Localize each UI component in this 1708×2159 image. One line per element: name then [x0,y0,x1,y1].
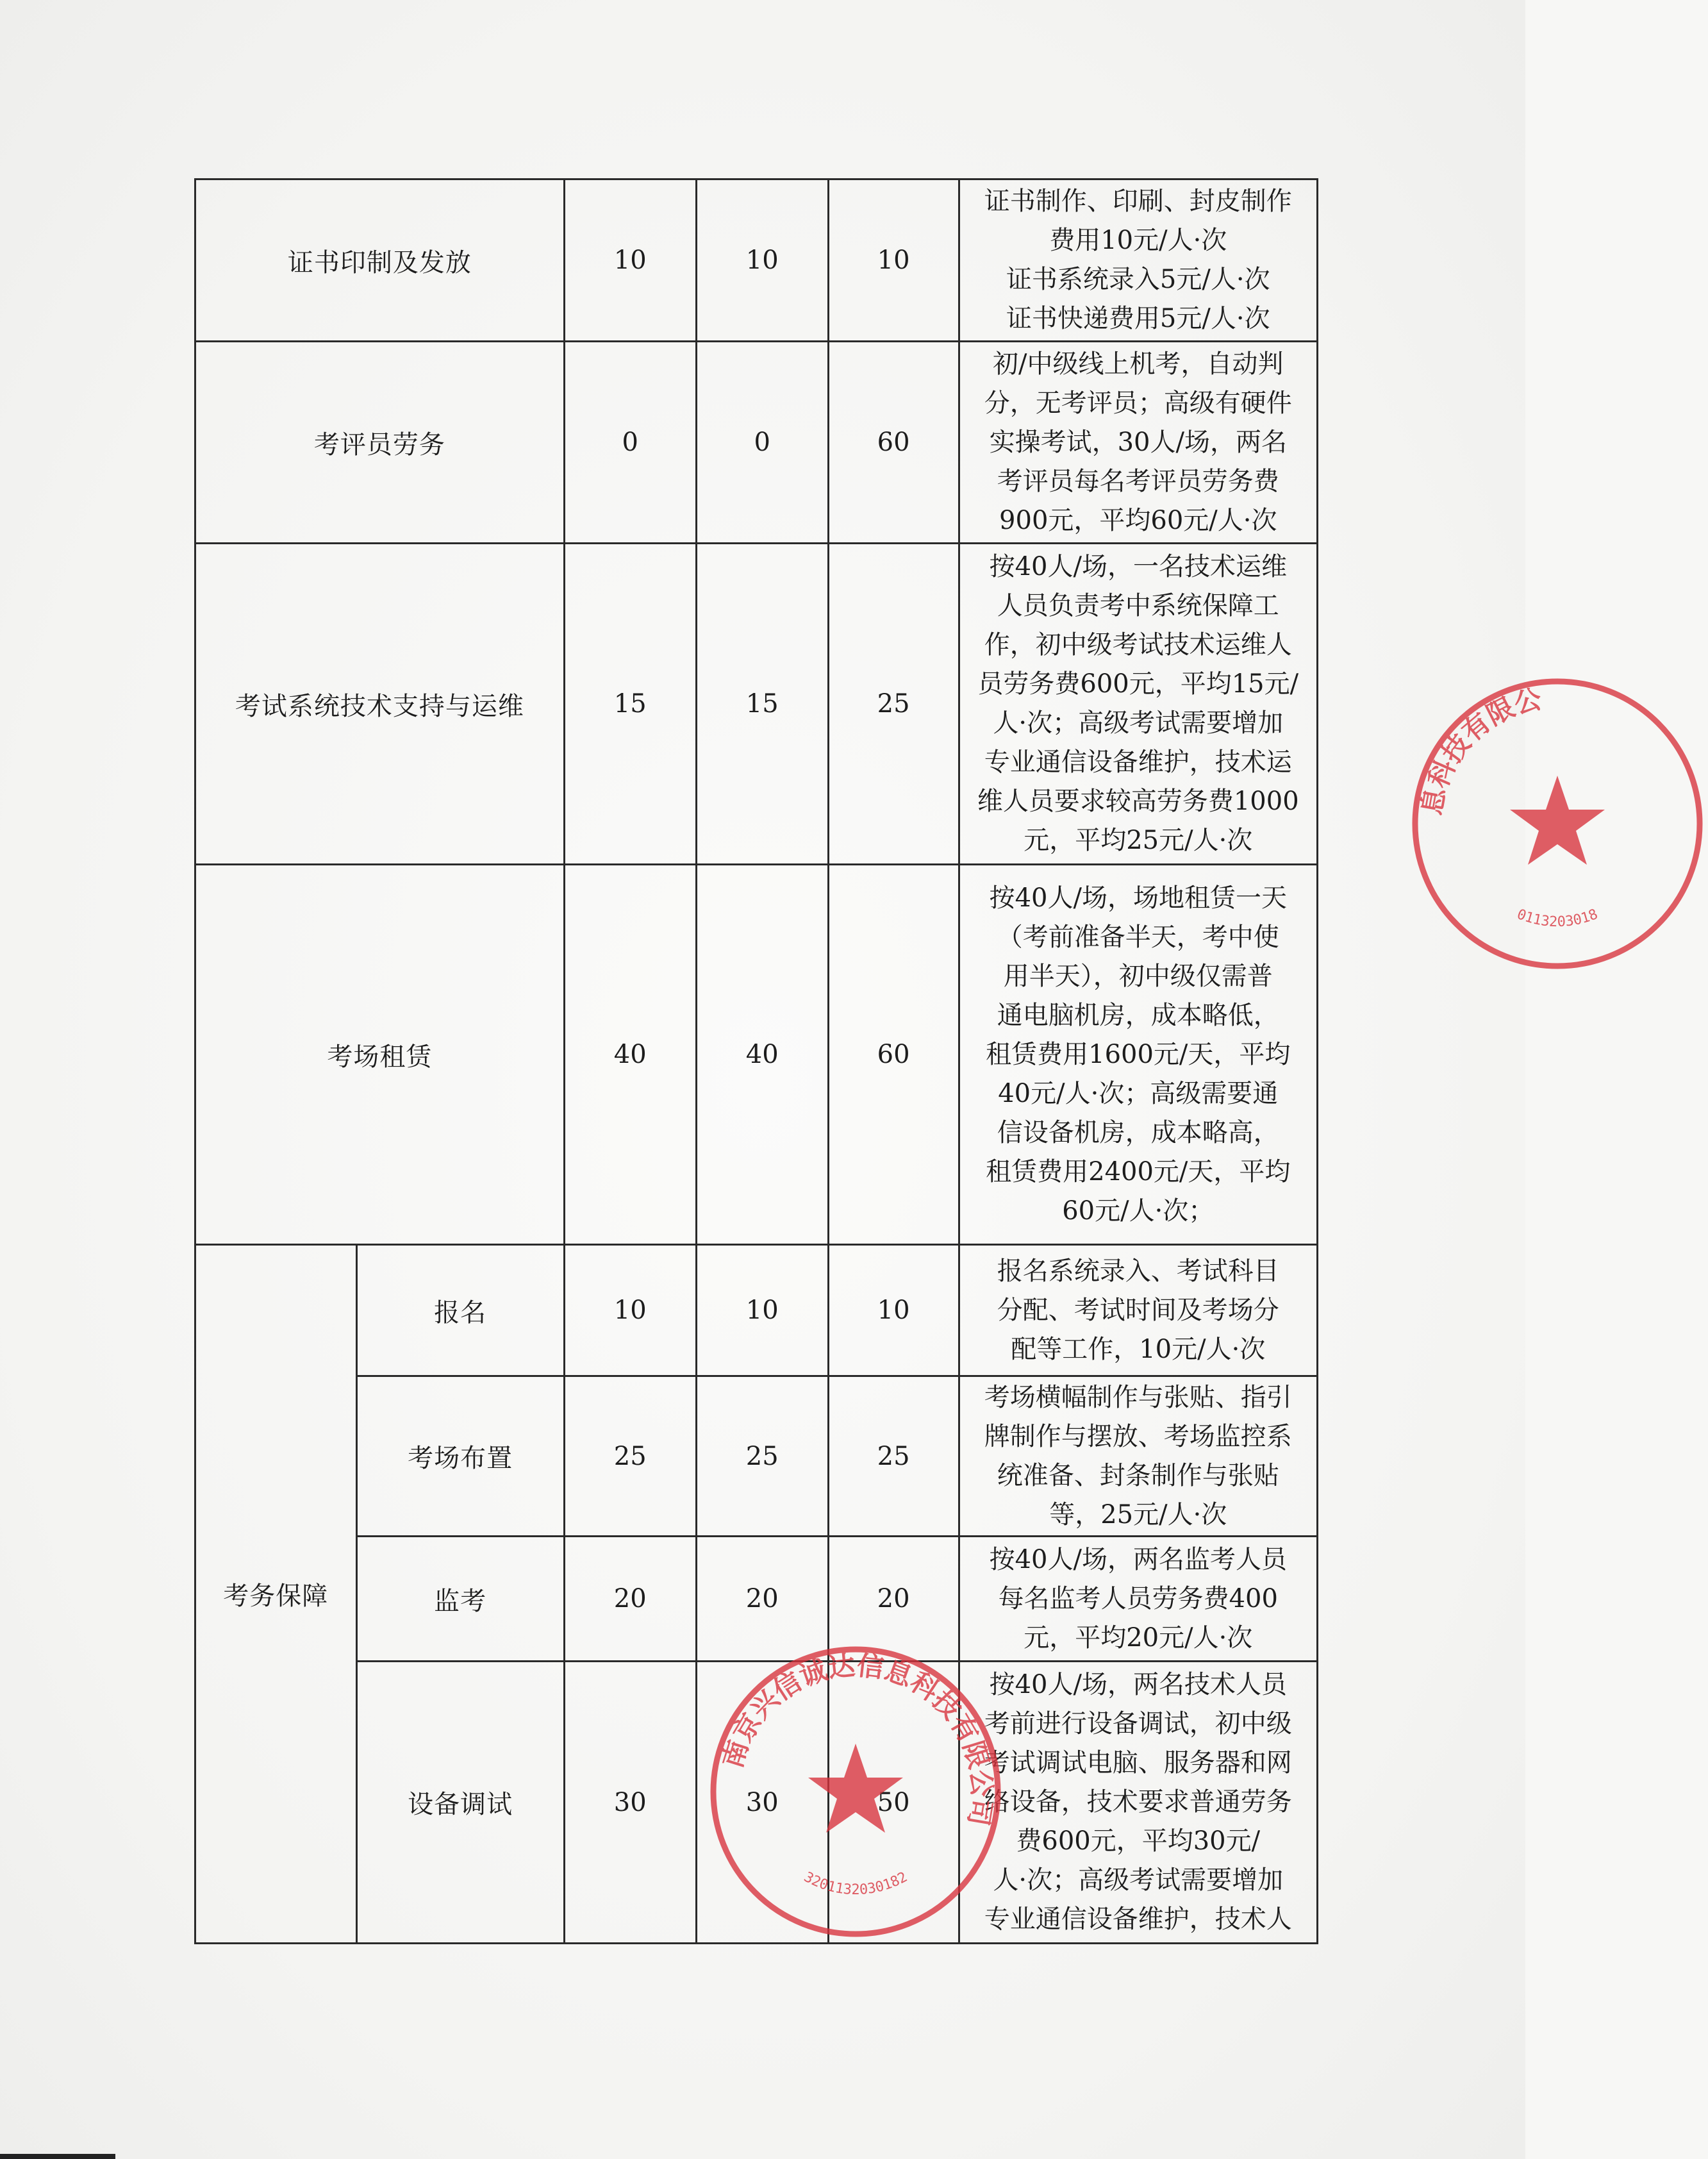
value-cell: 10 [828,179,959,342]
company-seal-stamp-partial [1407,673,1708,974]
row-item-label: 考场布置 [356,1376,564,1537]
value-cell: 0 [696,342,828,544]
seal-star-icon [1510,776,1605,865]
table-row [195,865,1318,1245]
value-cell: 50 [828,1662,959,1944]
note-cell: 按40人/场，两名监考人员 每名监考人员劳务费400 元，平均20元/人·次 [959,1537,1317,1662]
value-cell: 15 [564,544,696,865]
note-cell: 按40人/场，场地租赁一天 （考前准备半天，考中使 用半天），初中级仅需普 通电脑机房，成本略低， 租赁费用1600元/天，平均 40元/人·次；高级需要通 信设备机房，成本略高， 租赁费用2400元/天，平均 60元/人·次； [959,865,1317,1245]
value-cell: 25 [564,1376,696,1537]
value-cell: 10 [828,1245,959,1376]
value-cell: 60 [828,342,959,544]
value-cell: 15 [696,544,828,865]
table-row [195,544,1318,865]
table-row [195,1376,1318,1537]
value-cell: 20 [696,1537,828,1662]
row-item-label: 考试系统技术支持与运维 [195,544,565,865]
value-cell: 10 [696,179,828,342]
value-cell: 25 [828,1376,959,1537]
value-cell: 10 [564,179,696,342]
value-cell: 30 [696,1662,828,1944]
note-cell: 考场横幅制作与张贴、指引 牌制作与摆放、考场监控系 统准备、封条制作与张贴 等，25元/人·次 [959,1376,1317,1537]
row-item-label: 设备调试 [356,1662,564,1944]
note-cell: 报名系统录入、考试科目 分配、考试时间及考场分 配等工作，10元/人·次 [959,1245,1317,1376]
row-item-label: 证书印制及发放 [195,179,565,342]
value-cell: 20 [828,1537,959,1662]
row-item-label: 考评员劳务 [195,342,565,544]
group-label: 考务保障 [195,1245,357,1944]
company-seal-stamp [705,1641,1006,1942]
row-item-label: 监考 [356,1537,564,1662]
value-cell: 25 [696,1376,828,1537]
seal-serial-text: 3201132030182 [801,1869,910,1898]
value-cell: 10 [696,1245,828,1376]
seal-ring-text: 息科技有限公 [1415,683,1545,818]
seal-star-icon [808,1744,903,1833]
note-cell: 按40人/场，一名技术运维 人员负责考中系统保障工 作，初中级考试技术运维人 员劳务费600元，平均15元/ 人·次；高级考试需要增加 专业通信设备维护，技术运 维人员要求较高劳务费1000 元，平均25元/人·次 [959,544,1317,865]
scan-edge-mark [0,2154,115,2159]
note-cell: 证书制作、印刷、封皮制作 费用10元/人·次 证书系统录入5元/人·次 证书快递费用5元/人·次 [959,179,1317,342]
note-cell: 按40人/场，两名技术人员 考前进行设备调试，初中级 考试调试电脑、服务器和网 络设备，技术要求普通劳务 费600元，平均30元/ 人·次；高级考试需要增加 专业通信设备维护，技术人 [959,1662,1317,1944]
seal-ring-text: 南京兴信诚达信息科技有限公司 [716,1649,998,1828]
value-cell: 60 [828,865,959,1245]
value-cell: 0 [564,342,696,544]
value-cell: 40 [696,865,828,1245]
note-cell: 初/中级线上机考，自动判 分，无考评员；高级有硬件 实操考试，30人/场，两名 考评员每名考评员劳务费 900元，平均60元/人·次 [959,342,1317,544]
value-cell: 25 [828,544,959,865]
row-item-label: 考场租赁 [195,865,565,1245]
value-cell: 20 [564,1537,696,1662]
table-row [195,1245,1318,1376]
value-cell: 30 [564,1662,696,1944]
seal-serial-text: 0113203018 [1514,906,1600,931]
value-cell: 40 [564,865,696,1245]
table-row [195,342,1318,544]
table-row [195,179,1318,342]
value-cell: 10 [564,1245,696,1376]
row-item-label: 报名 [356,1245,564,1376]
